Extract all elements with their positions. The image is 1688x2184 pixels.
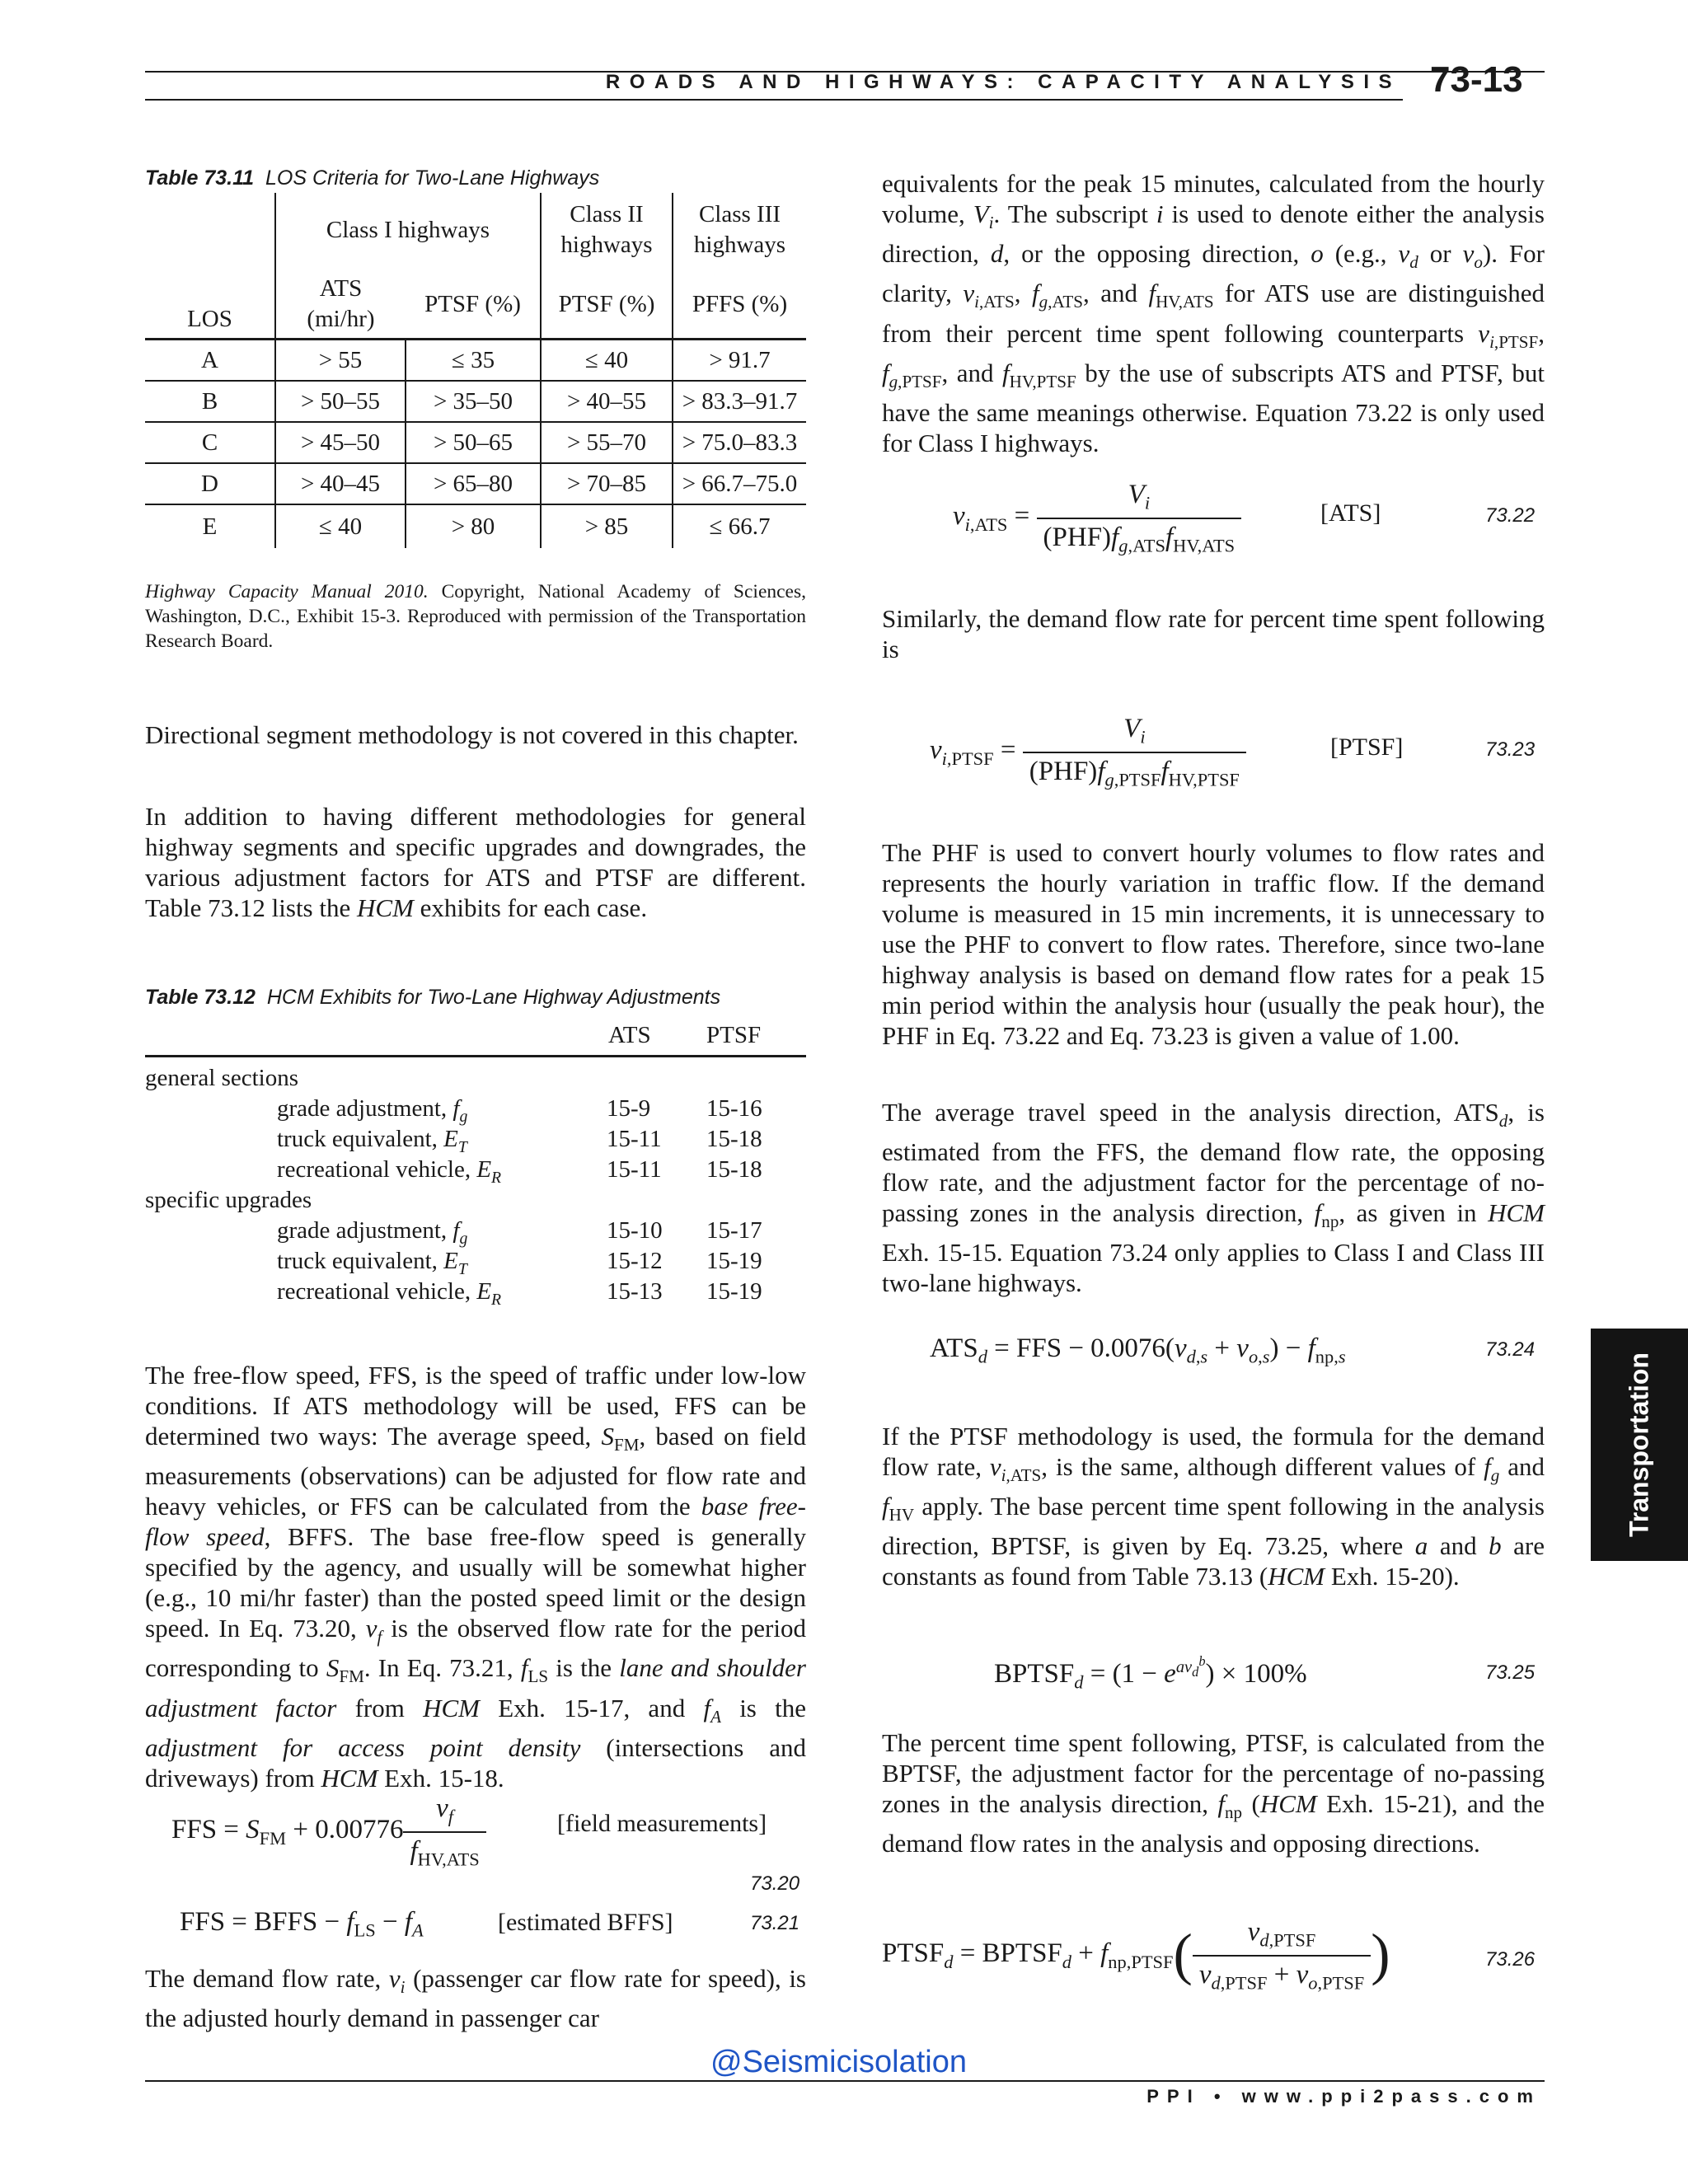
symbol: E <box>443 1126 458 1152</box>
ptsf-cell: 15-19 <box>706 1248 762 1274</box>
text: apply. The base percent time spent following in the analysis direction, BPTSF, is given by Eq. 73.25, where <box>882 1492 1545 1561</box>
text: by the use of subscripts ATS and PTSF, but have the same meanings otherwise. Equation 73.22 is only used for Class I highways. <box>882 358 1545 457</box>
text: , is estimated from the FFS, the demand flow rate, the opposing flow rate, and the adjustment factor for the percentage of no-passing zones in the analysis direction, <box>882 1098 1545 1228</box>
text: . In Eq. 73.21, <box>363 1653 521 1683</box>
equation-73-20: FFS = $S_{FM} + 0.00776$ $\frac{v_f}{f_{HV,ATS}}$ <box>171 1793 486 1870</box>
credit-text: Copyright, National Academy of Sciences, Washington, D.C., Exhibit 15-3. Reproduced with permission of the Transportation Research Board. <box>145 581 807 652</box>
equation-73-23: $v_{i,PTSF}$ = $\frac{V_i}{(PHF)f_{g,PTSF}f_{HV,PTSF}}$ <box>930 714 1246 790</box>
table-row <box>277 1248 467 1279</box>
row-label: recreational vehicle, <box>277 1156 471 1183</box>
text: is the <box>548 1653 620 1683</box>
text: ( <box>1242 1789 1260 1818</box>
footer-rule <box>145 2080 1545 2082</box>
running-head: ROADS AND HIGHWAYS: CAPACITY ANALYSIS <box>605 71 1401 93</box>
table-row <box>145 381 806 422</box>
ptsf1-cell: > 50–65 <box>406 422 541 463</box>
text: equivalents for the peak 15 minutes, calculated from the hourly volume, <box>882 169 1545 228</box>
paragraph-equivalents: equivalents for the peak 15 minutes, calculated from the hourly volume, $V_i$. The subscript i is used to denote either the analysis direction, d, or the opposing direction, o (e.g., $v_d$ or $v_o$). For clarity, $v_{i,ATS}$, $f_{g,ATS}$, and $f_{HV,ATS}$ for ATS use are distinguished from their percent time spent following counterparts $v_{i,PTSF}$, $f_{g,PTSF}$, and $f_{HV,PTSF}$ by the use of subscripts ATS and PTSF, but have the same meanings otherwise. Equation 73.22 is only used for Class I highways. <box>882 169 1545 457</box>
text: In addition to having different methodologies for general highway segments and specific upgrades and downgrades, the various adjustment factors for ATS and PTSF are different. Table 73.12 lists the <box>145 802 806 922</box>
eq-26-number: 73.26 <box>1485 1948 1536 1971</box>
text: , as given in <box>1339 1198 1489 1228</box>
subscript: T <box>457 1259 467 1278</box>
ats-cell: > 50–55 <box>275 381 406 422</box>
row-label: grade adjustment, <box>277 1217 448 1244</box>
ats-cell: 15-11 <box>607 1156 662 1183</box>
footer-text: PPI • www.ppi2pass.com <box>1146 2086 1541 2107</box>
ptsf2-cell: > 55–70 <box>541 422 673 463</box>
watermark: @Seismicisolation <box>710 2045 968 2079</box>
ptsf1-cell: > 35–50 <box>406 381 541 422</box>
ptsf-cell: 15-19 <box>706 1278 762 1305</box>
paragraph-similarly: Similarly, the demand flow rate for percent time spent following is <box>882 604 1545 663</box>
los-cell: D <box>145 463 275 504</box>
text: and <box>1499 1452 1545 1481</box>
group-header-row <box>145 193 806 260</box>
table-rule <box>145 1055 806 1057</box>
paragraph-adjustments <box>145 801 806 923</box>
symbol: E <box>443 1248 458 1274</box>
ptsf1-cell: ≤ 35 <box>406 340 541 382</box>
ptsf-cell: 15-16 <box>706 1095 762 1122</box>
group-class-3: Class III highways <box>673 193 806 260</box>
ptsf2-cell: > 85 <box>541 504 673 548</box>
header-rule-bottom <box>145 99 1403 101</box>
equation-73-26: $PTSF_d$ = $BPTSF_d + f_{np,PTSF}$( $\frac{v_{d,PTSF}}{v_{d,PTSF} + v_{o,PTSF}}$ ) <box>882 1917 1390 1994</box>
table-title: HCM Exhibits for Two-Lane Highway Adjustments <box>266 986 721 1009</box>
col-ptsf-1: PTSF (%) <box>406 260 541 340</box>
subscript: g <box>459 1107 468 1126</box>
column-header-row <box>145 260 806 340</box>
table-credit <box>145 579 806 654</box>
text: (passenger car flow rate for speed), is the adjusted hourly demand in passenger car <box>145 1964 807 2033</box>
col-ats: ATS (mi/hr) <box>275 260 406 340</box>
ats-cell: 15-10 <box>607 1217 663 1244</box>
table-label: Table 73.12 <box>145 986 256 1009</box>
ptsf-cell: 15-17 <box>706 1217 762 1244</box>
table-row <box>277 1126 467 1157</box>
text: , and <box>941 358 1003 387</box>
eq-21-tag: [estimated BFFS] <box>498 1909 673 1936</box>
table-row <box>277 1095 467 1127</box>
text: Exh. 15-18. <box>377 1763 504 1793</box>
los-cell: A <box>145 340 275 382</box>
equation-73-25: $BPTSF_d = (1 - e^{av_d^b}) \times 100\%$ <box>994 1653 1307 1693</box>
ats-cell: 15-12 <box>607 1248 663 1274</box>
paragraph-phf: The PHF is used to convert hourly volumes to flow rates and represents the hourly variation in traffic flow. If the demand volume is measured in 15 min increments, it is unnecessary to use the PHF to convert to flow rates. Therefore, since two-lane highway analysis is based on demand flow rates for a peak 15 min period within the analysis hour (usually the peak hour), the PHF in Eq. 73.22 and Eq. 73.23 is given a value of 1.00. <box>882 838 1545 1050</box>
hcm-exhibits-table <box>145 1017 806 1314</box>
row-label: grade adjustment, <box>277 1095 448 1122</box>
text: , and <box>1082 279 1149 308</box>
table-row <box>277 1278 501 1310</box>
text: , is the same, although different values of <box>1041 1452 1484 1481</box>
los-cell: E <box>145 504 275 548</box>
hcm-ref: HCM <box>357 893 414 922</box>
text: The demand flow rate, <box>145 1964 389 1993</box>
credit-title: Highway Capacity Manual 2010. <box>145 581 429 602</box>
ats-cell: ≤ 40 <box>275 504 406 548</box>
hcm-ref: HCM <box>1488 1198 1545 1228</box>
text: for ATS use are distinguished from their percent time spent following counterparts <box>882 279 1545 348</box>
table-row <box>145 463 806 504</box>
text: exhibits for each case. <box>413 893 648 922</box>
text: is used to denote either the analysis direction, <box>882 199 1545 269</box>
paragraph-ptsf-method: If the PTSF methodology is used, the formula for the demand flow rate, $v_{i,ATS}$, is the same, although different values of $f_g$ and $f_{HV}$ apply. The base percent time spent following in the analysis direction, BPTSF, is given by Eq. 73.25, where a and b are constants as found from Table 73.13 (HCM Exh. 15-20). <box>882 1422 1545 1591</box>
text: If the PTSF methodology is used, the formula for the demand flow rate, <box>882 1422 1545 1481</box>
section-specific: specific upgrades <box>145 1187 312 1213</box>
text: The average travel speed in the analysis direction, ATS <box>882 1098 1499 1127</box>
hcm-ref: HCM <box>321 1763 378 1793</box>
subscript: g <box>459 1229 468 1248</box>
section-tab <box>1591 1329 1688 1561</box>
text: Exh. 15-21), and the demand flow rates in the analysis and opposing directions. <box>882 1789 1545 1858</box>
text: from <box>336 1693 424 1722</box>
col-pffs: PFFS (%) <box>673 260 806 340</box>
equation-73-21: FFS = BFFS − $f_{LS} - f_A$ <box>180 1907 424 1941</box>
ats-cell: 15-9 <box>607 1095 651 1122</box>
los-cell: B <box>145 381 275 422</box>
text: are constants as found from Table 73.13 ( <box>882 1531 1545 1591</box>
hcm-ref: HCM <box>1259 1789 1317 1818</box>
paragraph-directional: Directional segment methodology is not covered in this chapter. <box>145 720 799 749</box>
symbol: f <box>452 1095 460 1122</box>
pffs-cell: ≤ 66.7 <box>673 504 806 548</box>
row-label: truck equivalent, <box>277 1126 438 1152</box>
text: , or the opposing direction, <box>1003 239 1311 269</box>
pffs-cell: > 91.7 <box>673 340 806 382</box>
table-row <box>277 1217 467 1249</box>
text: Exh. 15-20). <box>1325 1562 1460 1591</box>
symbol: E <box>476 1278 492 1305</box>
eq-22-tag: [ATS] <box>1320 499 1381 527</box>
paragraph-ptsf: The percent time spent following, PTSF, is calculated from the BPTSF, the adjustment factor for the percentage of no-passing zones in the analysis direction, $f_{np}$ (HCM Exh. 15-21), and the demand flow rates in the analysis and opposing directions. <box>882 1728 1545 1858</box>
group-class-1: Class I highways <box>275 193 541 260</box>
ptsf2-cell: > 70–85 <box>541 463 673 504</box>
text: The percent time spent following, PTSF, is calculated from the BPTSF, the adjustment factor for the percentage of no-passing zones in the analysis direction, <box>882 1728 1545 1818</box>
table-row <box>145 340 806 382</box>
text: is the <box>720 1693 806 1722</box>
text: (e.g., <box>1323 239 1399 269</box>
text: and <box>1428 1531 1489 1561</box>
table-73-11-caption <box>145 166 599 190</box>
ptsf-cell: 15-18 <box>706 1156 762 1183</box>
term: lane and shoulder adjustment factor <box>145 1653 806 1722</box>
text: or <box>1418 239 1463 269</box>
row-label: truck equivalent, <box>277 1248 438 1274</box>
ats-cell: > 40–45 <box>275 463 406 504</box>
text: , BFFS. The base free-flow speed is generally specified by the agency, and usually will be somewhat higher (e.g., 10 mi/hr faster) than the posted speed limit or the design speed. In Eq. 73.20, <box>145 1522 806 1643</box>
subscript: R <box>491 1290 502 1309</box>
ptsf2-cell: > 40–55 <box>541 381 673 422</box>
paragraph-free-flow-speed: The free-flow speed, FFS, is the speed of traffic under low-low conditions. If ATS methodology will be used, FFS can be determined two ways: The average speed, $S_{FM}$, based on field measurements (observations) can be adjusted for flow rate and heavy vehicles, or FFS can be calculated from the base free-flow speed, BFFS. The base free-flow speed is generally specified by the agency, and usually will be somewhat higher (e.g., 10 mi/hr faster) than the posted speed limit or the design speed. In Eq. 73.20, $v_f$ is the observed flow rate for the period corresponding to $S_{FM}$. In Eq. 73.21, $f_{LS}$ is the lane and shoulder adjustment factor from HCM Exh. 15-17, and $f_A$ is the adjustment for access point density (intersections and driveways) from HCM Exh. 15-18. <box>145 1361 807 1793</box>
col-ptsf: PTSF <box>706 1022 762 1048</box>
subscript: R <box>491 1168 502 1187</box>
text: Exh. 15-15. Equation 73.24 only applies to Class I and Class III two-lane highways. <box>882 1238 1545 1298</box>
col-los: LOS <box>145 260 275 340</box>
eq-20-tag: [field measurements] <box>557 1810 767 1837</box>
paragraph-demand-flow-rate: The demand flow rate, $v_i$ (passenger car flow rate for speed), is the adjusted hourly demand in passenger car <box>145 1964 807 2033</box>
eq-25-number: 73.25 <box>1485 1661 1536 1684</box>
equation-73-22: $v_{i,ATS}$ = $\frac{V_i}{(PHF)f_{g,ATS}f_{HV,ATS}}$ <box>953 480 1241 556</box>
eq-22-number: 73.22 <box>1485 504 1536 527</box>
pffs-cell: > 66.7–75.0 <box>673 463 806 504</box>
los-criteria-table <box>145 193 806 548</box>
ats-cell: > 55 <box>275 340 406 382</box>
col-ptsf-2: PTSF (%) <box>541 260 673 340</box>
eq-20-number: 73.20 <box>750 1872 800 1895</box>
equation-73-24: $ATS_d$ = FFS − $0.0076(v_{d,s} + v_{o,s}) - f_{np,s}$ <box>930 1333 1346 1367</box>
table-label: Table 73.11 <box>145 166 255 190</box>
ptsf-cell: 15-18 <box>706 1126 762 1152</box>
text: ). For clarity, <box>882 239 1545 308</box>
symbol: f <box>452 1217 460 1244</box>
eq-21-number: 73.21 <box>750 1912 800 1934</box>
symbol: E <box>476 1156 492 1183</box>
section-general: general sections <box>145 1065 299 1091</box>
term: adjustment for access point density <box>145 1732 581 1762</box>
eq-24-number: 73.24 <box>1485 1338 1536 1361</box>
section-tab-label: Transportation <box>1624 1352 1654 1538</box>
ptsf1-cell: > 80 <box>406 504 541 548</box>
hcm-ref: HCM <box>1268 1562 1325 1591</box>
table-73-12-caption <box>145 986 720 1010</box>
text: is the observed flow rate for the period corresponding to <box>145 1614 806 1683</box>
pffs-cell: > 83.3–91.7 <box>673 381 806 422</box>
paragraph-ats: The average travel speed in the analysis direction, $ATS_d$, is estimated from the FFS, the demand flow rate, the opposing flow rate, and the adjustment factor for the percentage of no-passing zones in the analysis direction, $f_{np}$, as given in HCM Exh. 15-15. Equation 73.24 only applies to Class I and Class III two-lane highways. <box>882 1098 1545 1298</box>
text: , based on field measurements (observations) can be adjusted for flow rate and heavy vehicles, or FFS can be calculated from the <box>145 1422 807 1521</box>
group-class-2: Class II highways <box>541 193 673 260</box>
ats-cell: 15-11 <box>607 1126 662 1152</box>
text: The free-flow speed, FFS, is the speed of traffic under low-low conditions. If ATS methodology will be used, FFS can be determined two ways: The average speed, <box>145 1361 806 1451</box>
table-title: LOS Criteria for Two-Lane Highways <box>265 166 600 190</box>
table-row <box>277 1156 501 1188</box>
col-ats: ATS <box>608 1022 651 1048</box>
eq-23-tag: [PTSF] <box>1330 733 1404 761</box>
table-row <box>145 422 806 463</box>
table-row <box>145 504 806 548</box>
text: Exh. 15-17, and <box>479 1693 704 1722</box>
row-label: recreational vehicle, <box>277 1278 471 1305</box>
los-cell: C <box>145 422 275 463</box>
ats-cell: > 45–50 <box>275 422 406 463</box>
page-number: 73-13 <box>1430 59 1523 100</box>
term: base free-flow speed <box>145 1492 806 1552</box>
ptsf1-cell: > 65–80 <box>406 463 541 504</box>
pffs-cell: > 75.0–83.3 <box>673 422 806 463</box>
hcm-ref: HCM <box>423 1693 480 1722</box>
text: (intersections and driveways) from <box>145 1732 806 1793</box>
ptsf2-cell: ≤ 40 <box>541 340 673 382</box>
ats-cell: 15-13 <box>607 1278 663 1305</box>
text: . The subscript <box>993 199 1156 228</box>
subscript: T <box>457 1137 467 1156</box>
eq-23-number: 73.23 <box>1485 738 1536 761</box>
